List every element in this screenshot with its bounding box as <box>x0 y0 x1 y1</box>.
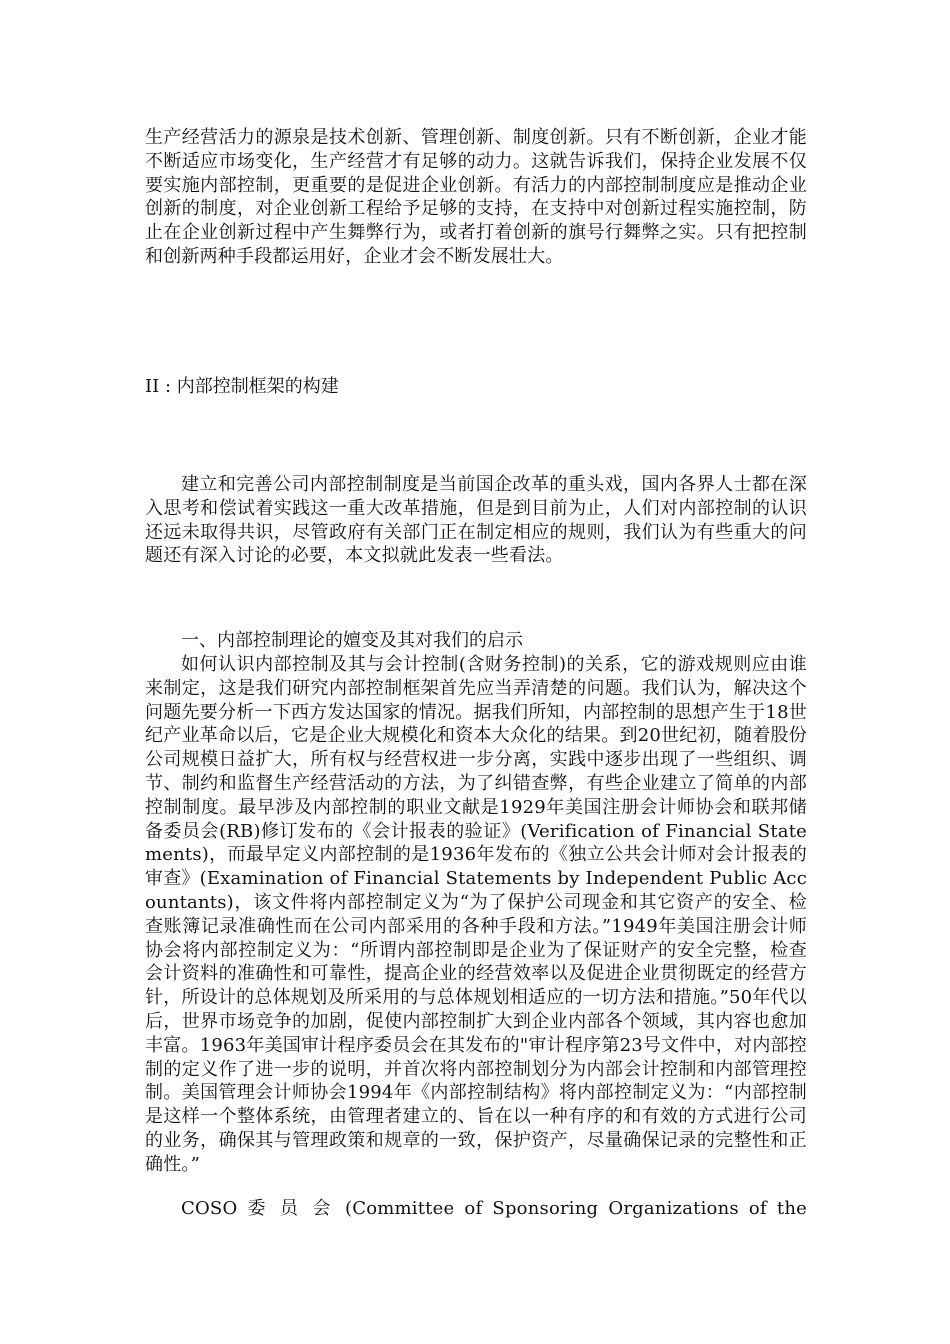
section-heading: II : 内部控制框架的构建 <box>145 376 339 397</box>
paragraph-history: 如何认识内部控制及其与会计控制(含财务控制)的关系，它的游戏规则应由谁来制定，这是我们研究内部控制框架首先应当弄清楚的问题。我们认为，解决这个问题先要分析一下西方发达国家的情况。据我们所知，内部控制的思想产生于18世纪产业革命以后，它是企业大规模化和资本大众化的结果。到20世纪初，随着股份公司规模日益扩大，所有权与经营权进一步分离，实践中逐步出现了一些组织、调节、制约和监督生产经营活动的方法，为了纠错查弊，有些企业建立了简单的内部控制制度。最早涉及内部控制的职业文献是1929年美国注册会计师协会和联邦储备委员会(RB)修订发布的《会计报表的验证》(Verification of Financial Statements)，而最早定义内部控制的是1936年发布的《独立公共会计师对会计报表的审查》(Examination of Financial Statements by Independent Public Accountants)，该文件将内部控制定义为“为了保护公司现金和其它资产的安全、检查账簿记录准确性而在公司内部采用的各种手段和方法。”1949年美国注册会计师协会将内部控制定义为：“所谓内部控制即是企业为了保证财产的安全完整，检查会计资料的准确性和可靠性，提高企业的经营效率以及促进企业贯彻既定的经营方针，所设计的总体规划及所采用的与总体规划相适应的一切方法和措施。”50年代以后，世界市场竞争的加剧，促使内部控制扩大到企业内部各个领域，其内容也愈加丰富。1963年美国审计程序委员会在其发布的"审计程序第23号文件中，对内部控制的定义作了进一步的说明，并首次将内部控制划分为内部会计控制和内部管理控制。美国管理会计师协会1994年《内部控制结构》将内部控制定义为：“内部控制是这样一个整体系统，由管理者建立的、旨在以一种有序的和有效的方式进行公司的业务，确保其与管理政策和规章的一致，保护资产，尽量确保记录的完整性和正确性。” <box>145 654 807 1175</box>
paragraph-intro: 建立和完善公司内部控制制度是当前国企改革的重头戏，国内各界人士都在深入思考和偿试着实践这一重大改革措施，但是到目前为止，人们对内部控制的认识还远未取得共识，尽管政府有关部门正在制定相应的规则，我们认为有些重大的问题还有深入讨论的必要，本文拟就此发表一些看法。 <box>145 474 807 567</box>
paragraph-coso: COSO 委 员 会 (Committee of Sponsoring Organizations of the <box>181 1198 807 1219</box>
paragraph-innovation: 生产经营活力的源泉是技术创新、管理创新、制度创新。只有不断创新，企业才能不断适应市场变化，生产经营才有足够的动力。这就告诉我们，保持企业发展不仅要实施内部控制，更重要的是促进企业创新。有活力的内部控制制度应是推动企业创新的制度，对企业创新工程给予足够的支持，在支持中对创新过程实施控制，防止在企业创新过程中产生舞弊行为，或者打着创新的旗号行舞弊之实。只有把控制和创新两种手段都运用好，企业才会不断发展壮大。 <box>145 127 807 267</box>
subsection-heading: 一、内部控制理论的嬗变及其对我们的启示 <box>181 630 523 651</box>
